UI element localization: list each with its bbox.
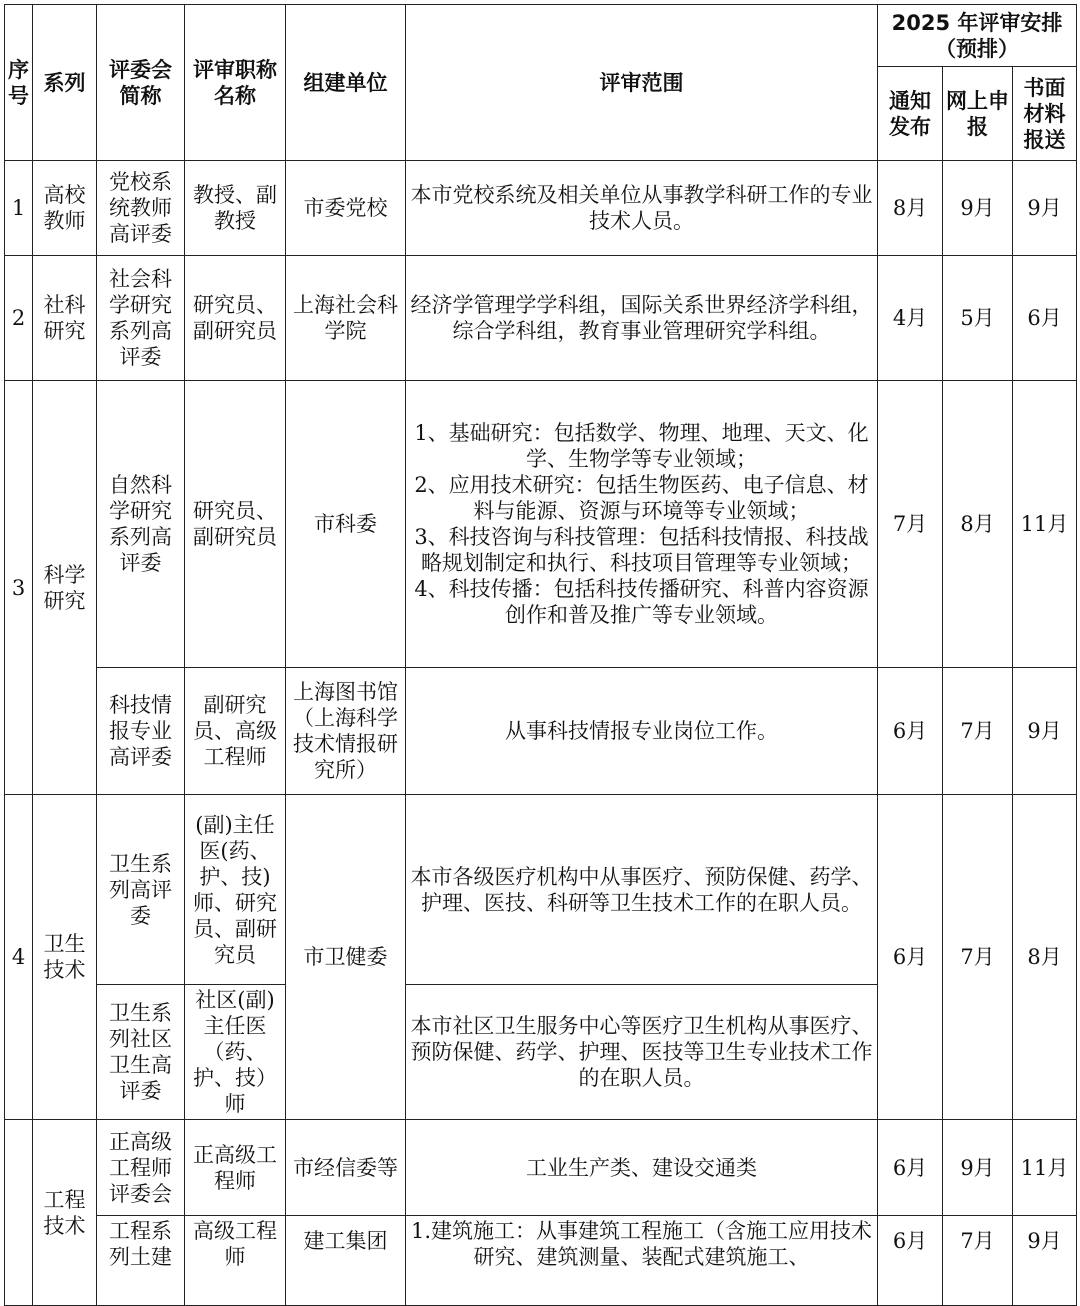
cell-series: 卫生技术 — [33, 795, 97, 1120]
cell-online: 5月 — [943, 256, 1013, 381]
table-row — [5, 381, 1077, 668]
table-row — [5, 161, 1077, 256]
cell-scope: 本市党校系统及相关单位从事教学科研工作的专业技术人员。 — [406, 161, 878, 256]
cell-unit: 市经信委等 — [286, 1120, 406, 1216]
cell-unit: 上海图书馆（上海科学技术情报研究所） — [286, 668, 406, 795]
cell-notice: 6月 — [878, 668, 943, 795]
cell-committee: 卫生系列社区卫生高评委 — [97, 985, 185, 1120]
header-seq: 序号 — [5, 5, 33, 161]
scope-line: 3、科技咨询与科技管理：包括科技情报、科技战略规划制定和执行、科技项目管理等专业领域； — [414, 525, 869, 575]
cell-paper: 6月 — [1013, 256, 1077, 381]
table-row — [5, 256, 1077, 381]
cell-notice: 8月 — [878, 161, 943, 256]
cell-scope: 本市社区卫生服务中心等医疗卫生机构从事医疗、预防保健、药学、护理、医技等卫生专业技术工作的在职人员。 — [406, 985, 878, 1120]
cell-online: 9月 — [943, 1120, 1013, 1216]
cell-title: 研究员、副研究员 — [185, 381, 286, 668]
cell-online: 8月 — [943, 381, 1013, 668]
header-online: 网上申报 — [943, 67, 1013, 161]
cell-seq: 3 — [5, 381, 33, 795]
cell-scope — [406, 381, 878, 668]
cell-seq: 2 — [5, 256, 33, 381]
cell-title: 副研究员、高级工程师 — [185, 668, 286, 795]
cell-committee: 卫生系列高评委 — [97, 795, 185, 985]
table-row — [5, 795, 1077, 985]
cell-scope: 经济学管理学学科组，国际关系世界经济学科组，综合学科组，教育事业管理研究学科组。 — [406, 256, 878, 381]
header-schedule: 2025 年评审安排（预排） — [878, 5, 1077, 67]
cell-notice: 6月 — [878, 795, 943, 1120]
cell-online: 9月 — [943, 161, 1013, 256]
cell-committee: 工程系列土建 — [97, 1216, 185, 1306]
cell-unit: 上海社会科学院 — [286, 256, 406, 381]
cell-series: 科学研究 — [33, 381, 97, 795]
cell-title: 正高级工程师 — [185, 1120, 286, 1216]
cell-title: 社区(副)主任医（药、护、技）师 — [185, 985, 286, 1120]
cell-online: 7月 — [943, 1216, 1013, 1306]
cell-scope: 工业生产类、建设交通类 — [406, 1120, 878, 1216]
cell-title: 教授、副教授 — [185, 161, 286, 256]
header-scope: 评审范围 — [406, 5, 878, 161]
cell-paper: 9月 — [1013, 668, 1077, 795]
scope-line: 1、基础研究：包括数学、物理、地理、天文、化学、生物学等专业领域； — [414, 421, 869, 471]
cell-scope: 本市各级医疗机构中从事医疗、预防保健、药学、护理、医技、科研等卫生技术工作的在职人员。 — [406, 795, 878, 985]
table-row — [5, 668, 1077, 795]
cell-notice: 6月 — [878, 1216, 943, 1306]
cell-committee: 正高级工程师评委会 — [97, 1120, 185, 1216]
cell-committee: 科技情报专业高评委 — [97, 668, 185, 795]
cell-title: 研究员、副研究员 — [185, 256, 286, 381]
cell-title: 高级工程师 — [185, 1216, 286, 1306]
cell-seq: 4 — [5, 795, 33, 1120]
table-row — [5, 1120, 1077, 1216]
review-schedule-table — [4, 4, 1077, 1306]
cell-unit: 市卫健委 — [286, 795, 406, 1120]
cell-paper: 9月 — [1013, 1216, 1077, 1306]
cell-online: 7月 — [943, 795, 1013, 1120]
cell-paper: 8月 — [1013, 795, 1077, 1120]
cell-committee: 社会科学研究系列高评委 — [97, 256, 185, 381]
header-unit: 组建单位 — [286, 5, 406, 161]
header-notice: 通知发布 — [878, 67, 943, 161]
cell-seq: 1 — [5, 161, 33, 256]
cell-series: 高校教师 — [33, 161, 97, 256]
header-title: 评审职称名称 — [185, 5, 286, 161]
cell-paper: 11月 — [1013, 381, 1077, 668]
cell-unit: 市委党校 — [286, 161, 406, 256]
table-row — [5, 1216, 1077, 1306]
cell-scope: 1.建筑施工：从事建筑工程施工（含施工应用技术研究、建筑测量、装配式建筑施工、 — [406, 1216, 878, 1306]
cell-seq — [5, 1120, 33, 1306]
cell-committee: 党校系统教师高评委 — [97, 161, 185, 256]
cell-online: 7月 — [943, 668, 1013, 795]
scope-line: 2、应用技术研究：包括生物医药、电子信息、材料与能源、资源与环境等专业领域； — [414, 473, 869, 523]
cell-series: 工程技术 — [33, 1120, 97, 1306]
cell-title: (副)主任医(药、护、技)师、研究员、副研究员 — [185, 795, 286, 985]
cell-notice: 4月 — [878, 256, 943, 381]
cell-scope: 从事科技情报专业岗位工作。 — [406, 668, 878, 795]
cell-paper: 11月 — [1013, 1120, 1077, 1216]
cell-unit: 建工集团 — [286, 1216, 406, 1306]
cell-series: 社科研究 — [33, 256, 97, 381]
cell-unit: 市科委 — [286, 381, 406, 668]
cell-committee: 自然科学研究系列高评委 — [97, 381, 185, 668]
scope-line: 4、科技传播：包括科技传播研究、科普内容资源创作和普及推广等专业领域。 — [414, 577, 869, 627]
header-series: 系列 — [33, 5, 97, 161]
header-paper: 书面材料报送 — [1013, 67, 1077, 161]
cell-notice: 6月 — [878, 1120, 943, 1216]
header-committee: 评委会简称 — [97, 5, 185, 161]
cell-paper: 9月 — [1013, 161, 1077, 256]
cell-notice: 7月 — [878, 381, 943, 668]
